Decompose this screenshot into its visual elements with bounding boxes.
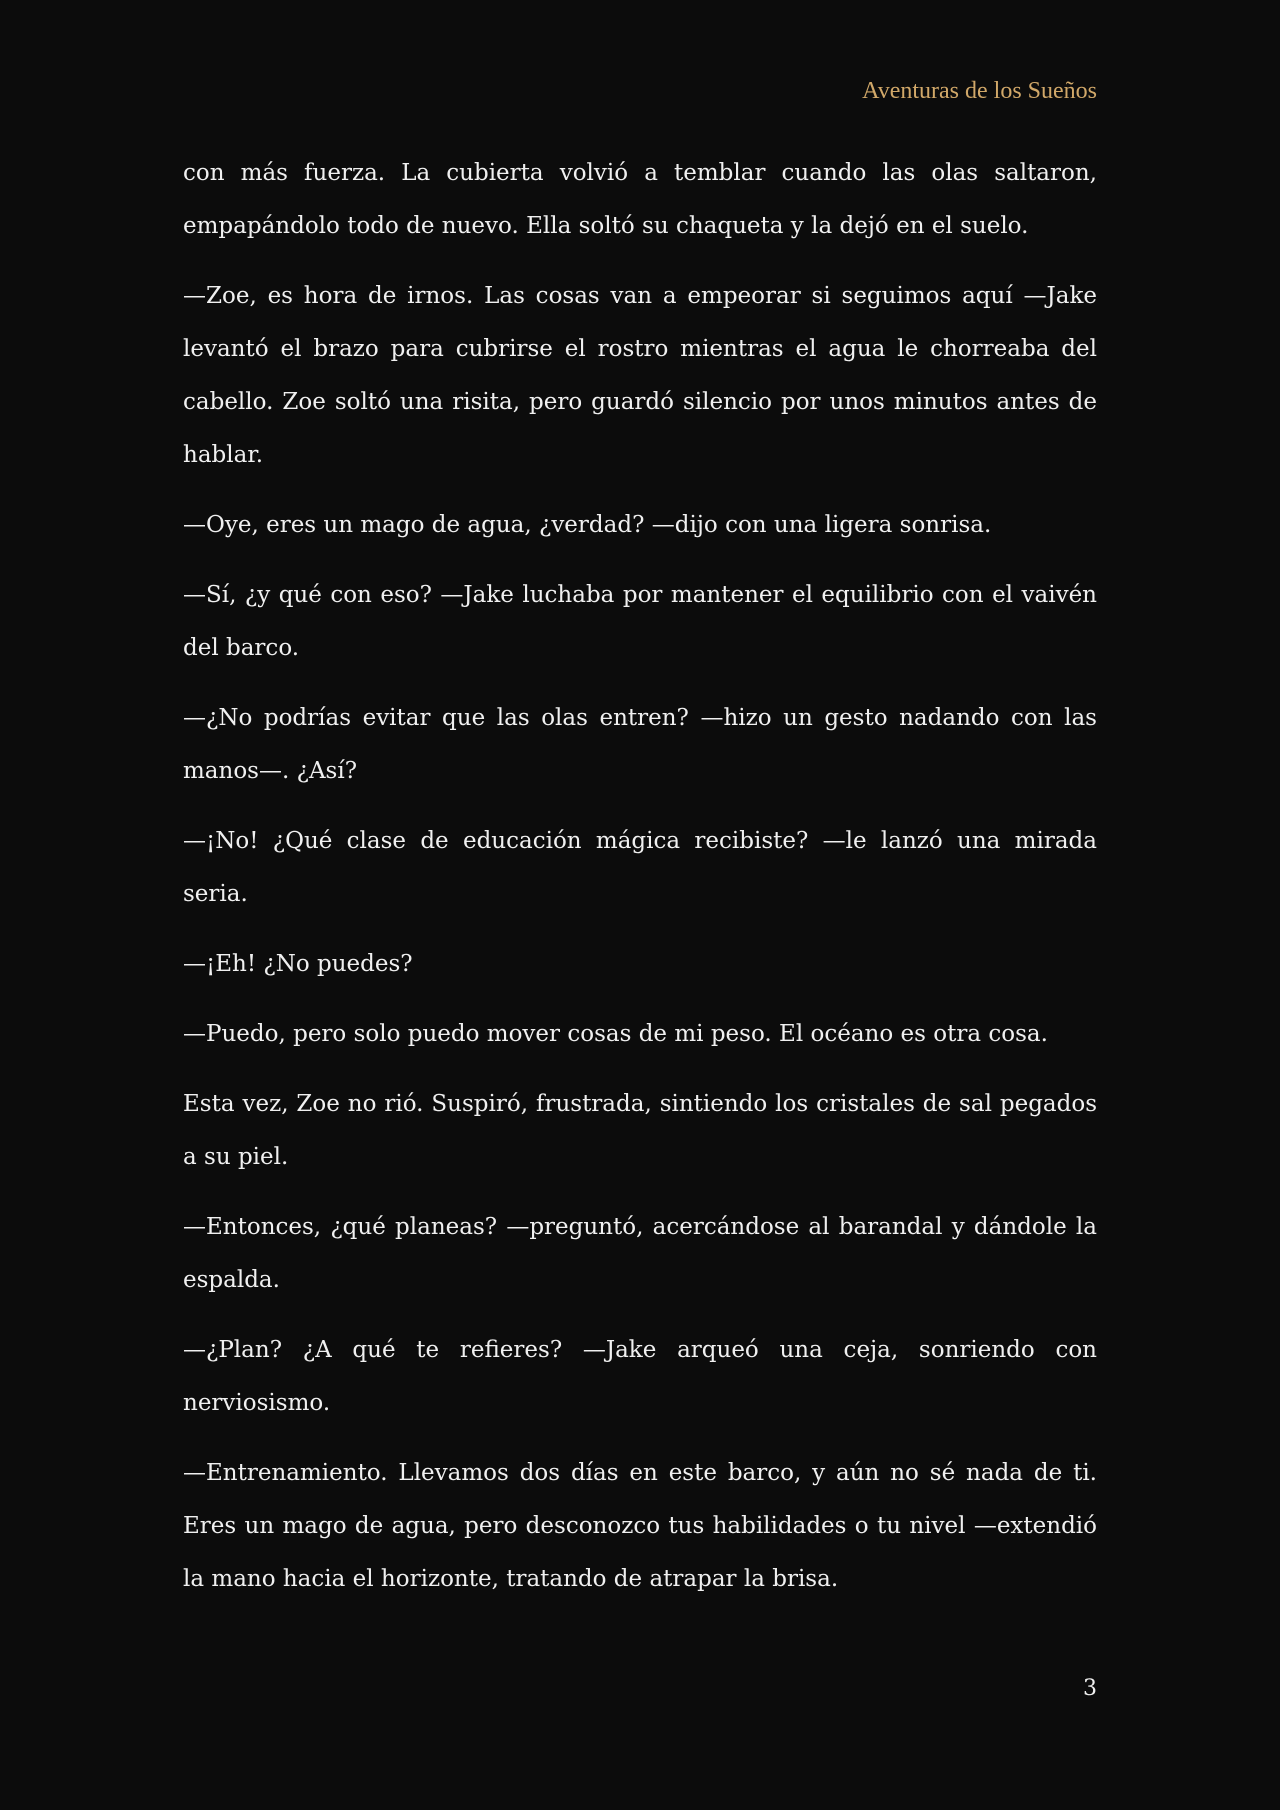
paragraph: —¡Eh! ¿No puedes? <box>183 951 413 977</box>
page-number: 3 <box>1083 1676 1097 1701</box>
paragraph: —Puedo, pero solo puedo mover cosas de mi peso. El océano es otra cosa. <box>183 1021 1048 1047</box>
paragraph: —Entonces, ¿qué planeas? —preguntó, acercándose al barandal y dándole la espalda. <box>183 1214 1097 1293</box>
paragraph: Esta vez, Zoe no rió. Suspiró, frustrada, sintiendo los cristales de sal pegados a su piel. <box>183 1091 1097 1170</box>
paragraph: —Oye, eres un mago de agua, ¿verdad? —dijo con una ligera sonrisa. <box>183 512 992 538</box>
paragraph: —¿Plan? ¿A qué te refieres? —Jake arqueó una ceja, sonriendo con nerviosismo. <box>183 1337 1097 1416</box>
paragraph: —¿No podrías evitar que las olas entren? —hizo un gesto nadando con las manos—. ¿Así? <box>183 705 1097 784</box>
paragraph: —Sí, ¿y qué con eso? —Jake luchaba por mantener el equilibrio con el vaivén del barco. <box>183 582 1097 661</box>
paragraph: con más fuerza. La cubierta volvió a temblar cuando las olas saltaron, empapándolo todo de nuevo. Ella soltó su chaqueta y la dejó en el suelo. <box>183 160 1097 239</box>
paragraph: —Entrenamiento. Llevamos dos días en este barco, y aún no sé nada de ti. Eres un mago de agua, pero desconozco tus habilidades o tu nivel —extendió la mano hacia el horizonte, tratando de atrapar la brisa. <box>183 1460 1097 1592</box>
body-text <box>183 147 1097 1623</box>
paragraph: —¡No! ¿Qué clase de educación mágica recibiste? —le lanzó una mirada seria. <box>183 828 1097 907</box>
paragraph: —Zoe, es hora de irnos. Las cosas van a empeorar si seguimos aquí —Jake levantó el brazo para cubrirse el rostro mientras el agua le chorreaba del cabello. Zoe soltó una risita, pero guardó silencio por unos minutos antes de hablar. <box>183 283 1097 468</box>
running-header-title: Aventuras de los Sueños <box>862 78 1097 104</box>
